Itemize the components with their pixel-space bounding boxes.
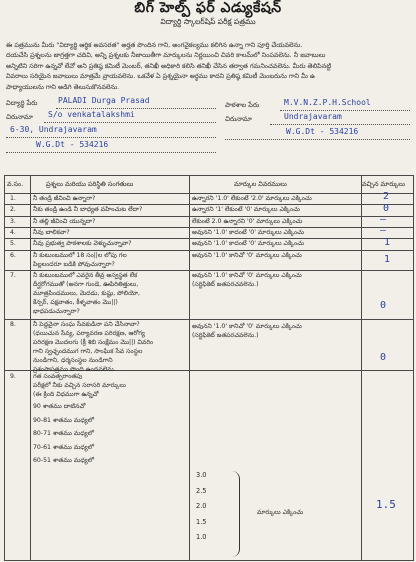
form-title: బిగ్ హెల్ప్ ఫర్ ఎడ్యుకేషన్: [134, 0, 282, 16]
row-number: 6.: [10, 252, 16, 259]
school-address-rule: [225, 139, 410, 140]
question-text: నీ కుటుంబములో 18 సం||ల లోపు గల పిల్లలందరూ బడికి పోవుచున్నారా?: [33, 252, 127, 268]
school-address-line-1: Undrajavaram: [284, 112, 342, 121]
school-address-rule: [270, 124, 410, 125]
score-item: 1.5: [196, 517, 207, 526]
range-item: 70-61 శాతము మధ్యలో: [33, 443, 94, 451]
instruction-line: అన్నిటిని సరిగా ఉన్నవో లేవో అని ప్రతిష్ఠ కమిటీ మెంబర్, తనిఖీ అధికారి కలిసి తనిఖీ చేసిన తర్వాత గమనించవలెను. మీరు తెలిపినట్టి: [6, 61, 332, 70]
handwritten-mark: 0: [383, 203, 390, 214]
student-name-label: విద్యార్థి పేరు: [6, 99, 38, 107]
instruction-line: పాధ్యాయులను గాని అడిగి తెలుసుకొనవలెను.: [6, 82, 120, 91]
student-address-rule: [6, 137, 216, 138]
row-number: 3.: [10, 218, 16, 225]
mark-rule-text: అవునని '1.0' కాదంటే '0' మార్కులు ఎక్కించు: [192, 229, 304, 236]
school-name-value: M.V.N.Z.P.H.School: [284, 98, 371, 107]
header-details: మార్కుల వివరములు: [234, 180, 287, 188]
instruction-line: వివరాలు సరియైన జవాబులు మాత్రమే వ్రాయవలెను. ఒకవేళ ఏ ప్రశ్నయైనా అర్థము కాదని ప్రతిష్ఠ కమిటీ మెంబరును గాని మీ ఉ: [6, 72, 315, 81]
column-divider: [189, 176, 190, 560]
question-text: నీ తండ్రి జీవించి ఉన్నారా?: [33, 195, 96, 202]
instructions-paragraph: [6, 40, 412, 92]
handwritten-mark: 1: [384, 237, 391, 248]
question-text: నీకు తండ్రి ఉండి నీ బాధ్యత వహించుట లేదా?: [33, 206, 143, 213]
range-item: 60-51 శాతము మధ్యలో: [33, 457, 94, 464]
mark-rule-text: మార్కులు ఎక్కించు: [257, 509, 304, 516]
column-divider: [30, 176, 31, 560]
student-address-label: చిరునామా: [6, 113, 33, 121]
handwritten-mark: 2: [383, 191, 390, 202]
mark-rule-text: ఉన్నారని '1.0' లేకుంటే '2.0' మార్కులు ఎక్కించు: [192, 195, 312, 202]
question-text: నీ కుటుంబములో ఎవరైన తీవ్ర అస్వస్థత లేక దీర్ఘరోగముతో (అనగా గుండె, ఊపిరితిత్తులు, మూత్రపిండములు, మెదడు, కుష్టు, పోలియో, కేన్సర్, పక్షవాతం, కీళ్ళవాతం మొ||) భాధపడుచున్నారా?: [33, 272, 140, 315]
question-text: నీ తల్లి జీవించి యున్నదా?: [33, 218, 96, 225]
row-number: 4.: [10, 229, 16, 236]
student-address-rule: [44, 122, 216, 123]
range-item: 80-71 శాతము మధ్యలో: [33, 430, 94, 437]
school-address-label: చిరునామా: [225, 115, 252, 123]
score-item: 2.0: [196, 502, 207, 510]
row-number: 7.: [10, 272, 16, 279]
student-address-rule: [6, 152, 216, 153]
percentage-ranges: [33, 400, 94, 468]
school-name-label: పాఠశాల పేరు: [225, 101, 260, 109]
score-scale: [196, 468, 207, 546]
handwritten-mark: 0: [380, 300, 387, 311]
range-item: 90 శాతము దాటినచో: [33, 403, 86, 410]
handwritten-mark: 1: [384, 254, 391, 265]
mark-rule-text: అవునని '1.0' కానిచో '0' మార్కులు ఎక్కించు (సర్టిఫికెట్ జతపరచవలెను.): [192, 272, 302, 288]
header-question: ప్రశ్నలు మరియు పరిస్థితి సంగతులు: [46, 180, 134, 188]
row-number: 1.: [10, 195, 16, 202]
form-subtitle: విద్యార్థి స్కాలర్‌షిప్ పరీక్ష పత్రము: [160, 17, 256, 26]
score-brace: [230, 471, 240, 557]
instruction-line: ఈ పత్రమును మీరు "విద్యార్థి ఆర్థిక అవసరత" అర్హత పొందిన గాని, అంగవైకల్యము కలిగిన ఉన్నా గాని పూర్తి చేయవలెను.: [6, 41, 303, 49]
mark-rule-text: లేకుంటే 2.0 ఉన్నారని '0' మార్కులు ఎక్కించు: [192, 218, 303, 225]
question-text: గత సంవత్సరాంతపు పరీక్షలో నీకు వచ్చిన సరాసరి మార్కులు (ఈ క్రింది విధముగా ఉన్నచో: [33, 373, 126, 398]
mark-rule-text: అవునని '1.0' కానిచో '0' మార్కులు ఎక్కించు: [192, 252, 302, 259]
column-divider: [361, 176, 362, 560]
header-marks: వచ్చిన మార్కులు: [362, 180, 405, 188]
mark-rule-text: అవునని '1.0' కానిచో '0' మార్కులు ఎక్కించు (సర్టిఫికెట్ జతపరచవలెను.): [192, 323, 302, 339]
school-name-line: [280, 110, 410, 111]
student-address-line-3: W.G.Dt - 534216: [36, 140, 109, 149]
question-text: నీవు ప్రభుత్వ పాఠశాలకు వెళ్ళుచున్నావా?: [33, 240, 132, 247]
student-name-line: [56, 108, 216, 109]
mark-rule-text: అవునని '1.0' కాదంటే '0' మార్కులు ఎక్కించు: [192, 240, 304, 247]
row-number: 2.: [10, 206, 16, 213]
handwritten-mark: 1.5: [376, 498, 396, 511]
score-item: 1.0: [196, 533, 207, 541]
instruction-line: దయచేసి ప్రశ్నలను జాగ్రత్తగా చదివి, అన్ని ప్రశ్నలకు నీజాయితీగా మార్కులను నిర్ణయించి చివరి కాలమ్‌లో నింపవలెను. నీ జవాబులు: [6, 51, 326, 60]
range-item: 90-81 శాతము మధ్యలో: [33, 416, 94, 424]
handwritten-mark: —: [380, 214, 387, 225]
handwritten-mark: —: [380, 225, 387, 236]
row-number: 8.: [10, 321, 16, 328]
row-number: 5.: [10, 240, 16, 247]
mark-rule-text: ఉన్నారని '1' లేకుంటే '0' మార్కులు ఎక్కించు: [192, 206, 300, 213]
question-text: నీవు బాలికవా?: [33, 229, 70, 236]
score-item: 3.0: [196, 471, 207, 479]
score-item: 2.5: [196, 486, 207, 495]
student-address-line-1: S/o venkatalakshmi: [48, 110, 135, 119]
question-text: నీ పెద్దవైనా సంఘ సేవకుడినా పని చేసినావా? (ధయిచున సేవ్య, పర్యావరణ పరిరక్షణ, ఆరోగ్య పరిరక్షణ మొదలగు (క్రీ శిబి సంక్షేమం మొ||) వివరిం గాని స్వఛ్ఛందముగ గాని, సాంఘిక సేవ సంస్థల నుండిగాని, ధర్మసంస్థల నుండిగాని ప్రశంసాపత్రము పొంది ఉండవలెను.: [33, 321, 154, 373]
student-name-value: PALADI Durga Prasad: [58, 96, 150, 105]
handwritten-mark: 0: [380, 352, 387, 363]
row-number: 9.: [10, 373, 16, 380]
school-address-line-2: W.G.Dt - 534216: [286, 127, 359, 136]
header-serial: వ.సం.: [7, 180, 24, 188]
student-address-line-2: 6-30, Undrajavaram: [10, 125, 97, 134]
